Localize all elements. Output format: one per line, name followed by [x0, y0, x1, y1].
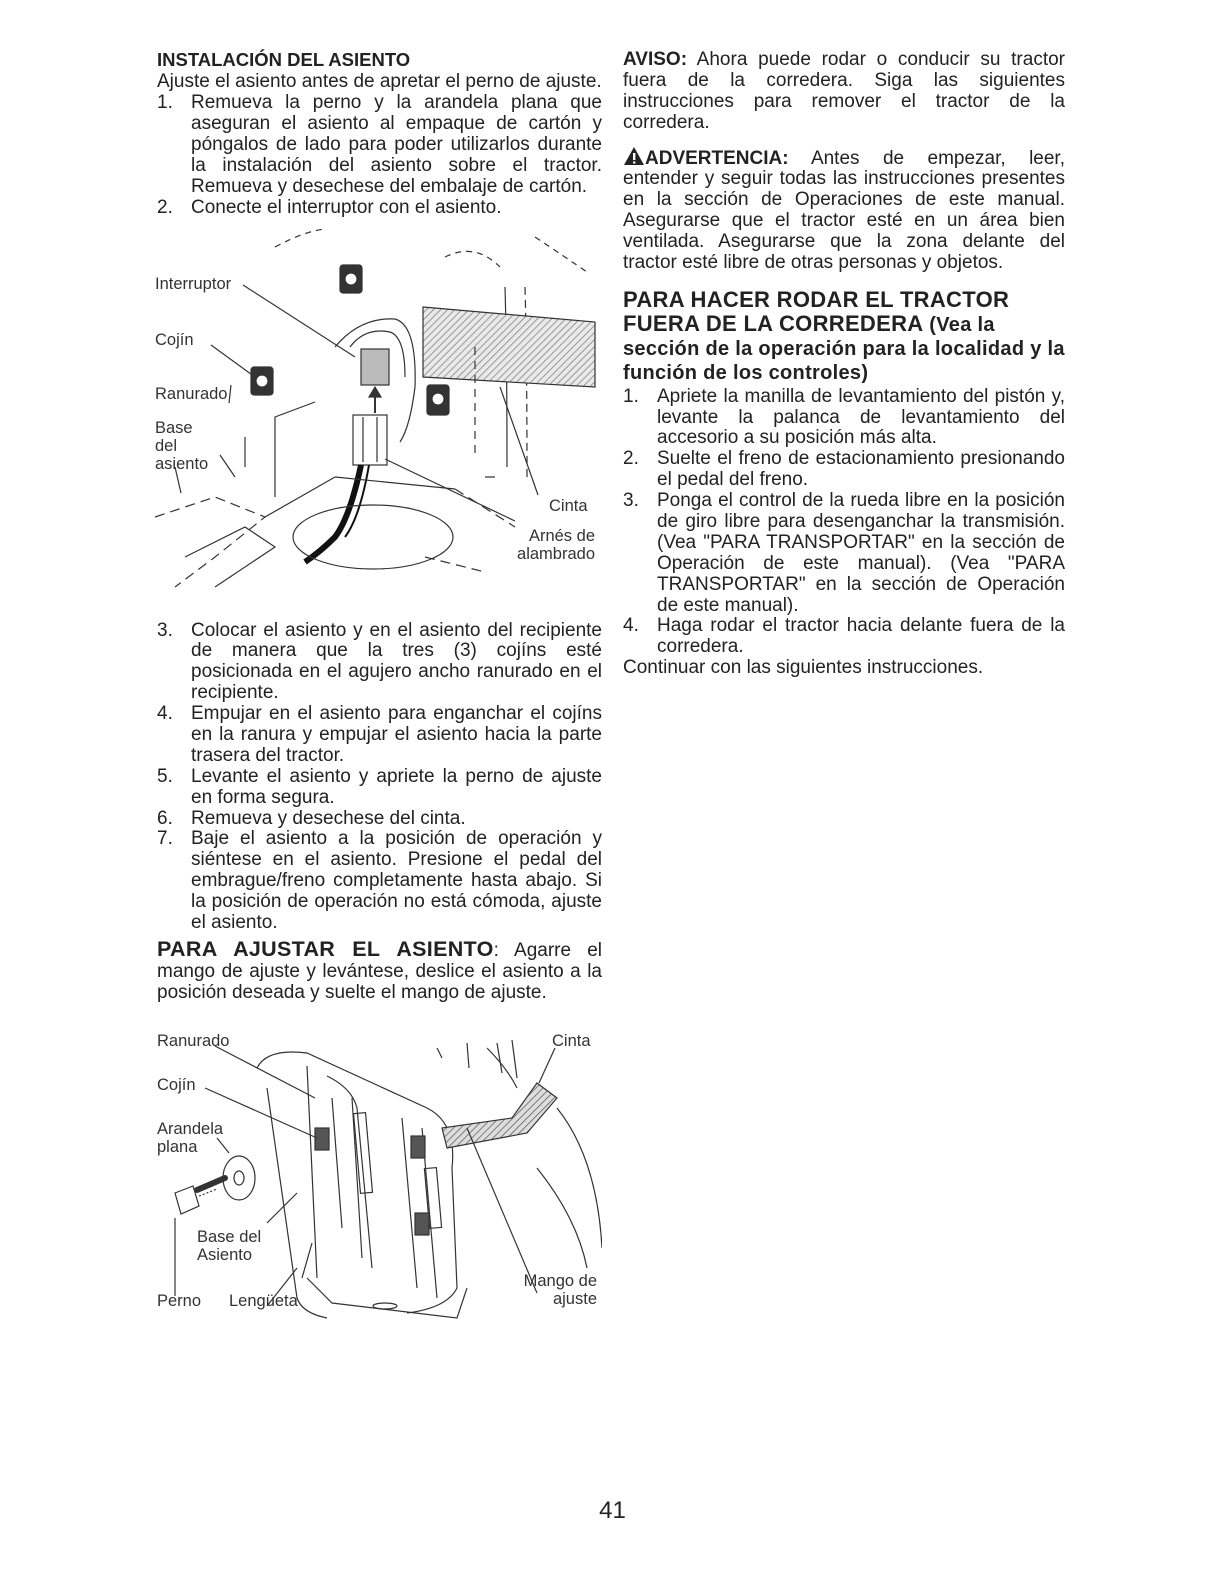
list-item [157, 809, 602, 830]
warning-label: ADVERTENCIA: [645, 147, 789, 169]
step-number: 6. [157, 807, 173, 829]
seat-adjust-figure [157, 1028, 602, 1328]
label-cinta-2: Cinta [552, 1031, 591, 1050]
step-number: 4. [623, 615, 639, 637]
label-arandela: Arandela [157, 1119, 224, 1138]
label-cinta: Cinta [549, 496, 588, 515]
aviso-paragraph [623, 50, 1065, 134]
install-steps-a [157, 93, 602, 218]
label-arnes-de: Arnés de [528, 526, 595, 545]
label-alambrado: alambrado [517, 544, 595, 563]
list-item [623, 491, 1065, 616]
label-ajuste: ajuste [552, 1289, 597, 1308]
step-number: 1. [623, 385, 639, 407]
page-number: 41 [599, 1497, 626, 1524]
label-base-del: del [155, 436, 178, 455]
install-steps-b [157, 621, 602, 934]
seat-switch-figure [155, 227, 602, 619]
label-ranurado: Ranurado [155, 384, 228, 403]
roll-heading [623, 288, 1065, 385]
roll-heading-sub: (Vea la sección de la operación para la localidad y la función de los controles) [623, 314, 1065, 385]
list-item [623, 616, 1065, 658]
install-heading: INSTALACIÓN DEL ASIENTO [157, 49, 411, 70]
list-item [157, 198, 602, 219]
list-item [157, 621, 602, 705]
step-number: 4. [157, 703, 173, 725]
aviso-text: Ahora puede rodar o conducir su tractor fuera de la corredera. Siga las siguientes instrucciones para remover el tractor de la corredera. [623, 49, 1065, 133]
step-text: Baje el asiento a la posición de operación y siéntese en el asiento. Presione el pedal del embrague/freno completamente hasta abajo. Si la posición de operación no está cómoda, ajuste el asiento. [191, 828, 602, 934]
adjust-paragraph [157, 938, 602, 1004]
warning-text: Antes de empezar, leer, entender y seguir todas las instrucciones presentes en la sección de Operaciones de este manual. Asegurarse que el tractor esté en un área bien ventilada. Asegurarse que la zona delante del tractor esté libre de otras personas y objetos. [623, 147, 1065, 274]
step-number: 7. [157, 828, 173, 850]
label-perno: Perno [157, 1291, 202, 1310]
step-number: 3. [157, 619, 173, 641]
roll-heading-main: PARA HACER RODAR EL TRACTOR FUERA DE LA CORREDERA [623, 286, 1010, 337]
step-text: Conecte el interruptor con el asiento. [191, 196, 502, 218]
step-text: Empujar en el asiento para enganchar el cojíns en la ranura y empujar el asiento hacia la parte trasera del tractor. [191, 703, 602, 766]
step-number: 2. [623, 448, 639, 470]
left-column [157, 50, 602, 1328]
step-number: 3. [623, 490, 639, 512]
list-item [157, 93, 602, 197]
step-number: 5. [157, 765, 173, 787]
step-text: Ponga el control de la rueda libre en la posición de giro libre para desenganchar la transmisión. (Vea "PARA TRANSPORTAR" en la sección de Operación de este manual). (Vea "PARA TRANSPORTAR" en la sección de Operación de este manual). [657, 490, 1065, 616]
step-number: 1. [157, 92, 173, 114]
right-column [623, 50, 1065, 679]
roll-steps [623, 387, 1065, 659]
install-intro: Ajuste el asiento antes de apretar el perno de ajuste. [157, 71, 602, 93]
list-item [157, 829, 602, 933]
label-cojin: Cojín [155, 330, 194, 349]
step-number: 2. [157, 196, 173, 218]
step-text: Levante el asiento y apriete la perno de ajuste en forma segura. [191, 765, 602, 808]
warning-icon [623, 146, 645, 166]
label-cojin-2: Cojín [157, 1075, 196, 1094]
step-text: Colocar el asiento y en el asiento del recipiente de manera que la tres (3) cojíns esté posicionada en el agujero ancho ranurado en el recipiente. [191, 619, 602, 704]
label-base-del-2: Base del [197, 1227, 262, 1246]
step-text: Haga rodar el tractor hacia delante fuera de la corredera. [657, 615, 1065, 658]
label-asiento-2: Asiento [197, 1245, 253, 1264]
list-item [623, 449, 1065, 491]
label-lengueta: Lengüeta [229, 1291, 298, 1310]
step-text: Suelte el freno de estacionamiento presionando el pedal del freno. [657, 448, 1065, 491]
label-interruptor: Interruptor [155, 274, 232, 293]
step-text: Remueva la perno y la arandela plana que aseguran el asiento al empaque de cartón y póngalos de lado para poder utilizarlos durante la instalación del asiento sobre el tractor. Remueva y desechese del embalaje de cartón. [191, 92, 602, 197]
label-base-asiento: asiento [155, 454, 209, 473]
list-item [157, 767, 602, 809]
aviso-label: AVISO: [623, 49, 688, 70]
adjust-text: : Agarre el mango de ajuste y levántese, deslice el asiento a la posición deseada y suelte el mango de ajuste. [157, 939, 603, 1003]
label-ranurado-2: Ranurado [157, 1031, 230, 1050]
step-text: Apriete la manilla de levantamiento del pistón y, levante la palanca de levantamiento del accesorio a su posición más alta. [657, 385, 1065, 449]
list-item [157, 704, 602, 767]
warning-paragraph [623, 146, 1065, 274]
continue-text: Continuar con las siguientes instrucciones. [623, 657, 984, 679]
adjust-heading: PARA AJUSTAR EL ASIENTO [157, 936, 494, 961]
label-plana: plana [157, 1137, 198, 1156]
label-base: Base [155, 418, 193, 437]
list-item [623, 387, 1065, 450]
label-mango-de: Mango de [523, 1271, 597, 1290]
step-text: Remueva y desechese del cinta. [191, 807, 466, 829]
